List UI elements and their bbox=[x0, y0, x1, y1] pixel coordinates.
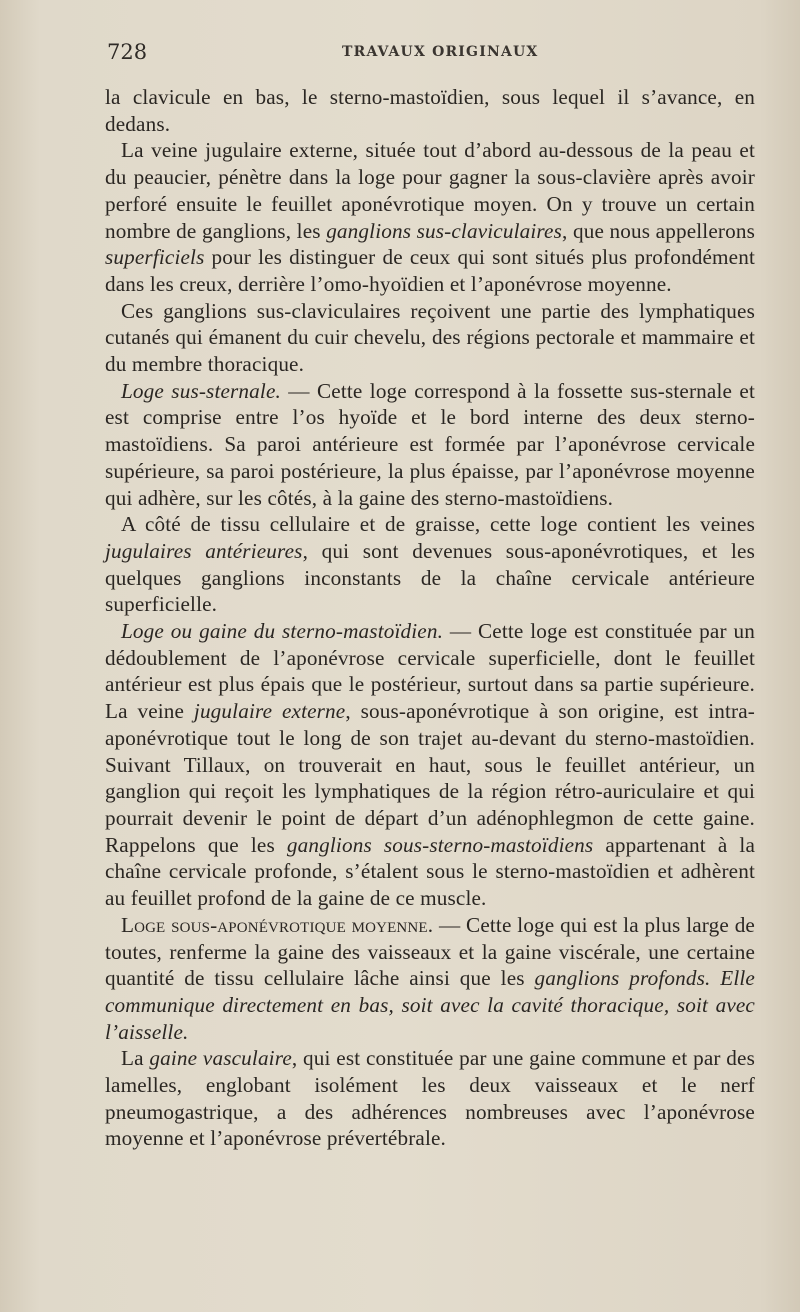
paragraph-continuation bbox=[105, 84, 755, 137]
text-run: — Cette loge correspond à la fossette sus-sternale et est comprise entre l’os hyoïde et le bord interne des deux sterno-mastoïdiens. Sa paroi antérieure est formée par l’aponévrose cervicale supérieure, sa paroi postérieure, la plus épaisse, par l’aponévrose moyenne qui adhère, sur les côtés, à la gaine des sterno-mastoïdiens. bbox=[105, 378, 755, 510]
italic-term: ganglions sous-sterno-mastoïdiens bbox=[286, 832, 594, 857]
page-number: 728 bbox=[107, 40, 148, 64]
paragraph-jugulaire-externe bbox=[105, 137, 755, 297]
running-head: TRAVAUX ORIGINAUX bbox=[342, 44, 539, 60]
italic-term: superficiels bbox=[105, 245, 205, 270]
italic-term: ganglions profonds. Elle communique directement en bas, soit avec la cavité thoracique, soit avec l’aisselle. bbox=[105, 966, 755, 1044]
italic-term: gaine vasculaire bbox=[149, 1046, 292, 1071]
text-run: La veine jugulaire externe, située tout d’abord au-dessous de la peau et du peaucier, pénètre dans la loge pour gagner la sous-clavière après avoir perforé ensuite le feuillet aponévrotique moyen. On y trouve un certain nombre de ganglions, les bbox=[105, 138, 755, 243]
paragraph-gaine-vasculaire bbox=[105, 1045, 755, 1152]
text-run: A côté de tissu cellulaire et de graisse, cette loge contient les veines bbox=[121, 512, 755, 537]
text-run: La bbox=[121, 1046, 150, 1071]
section-heading-italic: Loge sus-sternale. bbox=[121, 378, 281, 403]
paragraph-loge-sus-sternale bbox=[105, 378, 755, 512]
text-run: — Cette loge est constituée par un dédoublement de l’aponévrose cervicale superficielle, dont le feuillet antérieur est plus épais que le postérieur, surtout dans sa partie supérieure. La veine bbox=[105, 619, 755, 724]
text-run: — Cette loge qui est la plus large de toutes, renferme la gaine des vaisseaux et la gaine viscérale, une certaine quantité de tissu cellulaire lâche ainsi que les bbox=[105, 912, 755, 991]
text-run: la clavicule en bas, le sterno-mastoïdien, sous lequel il s’avance, en dedans. bbox=[105, 85, 755, 136]
paragraph-gaine-sterno-mastoidien bbox=[105, 618, 755, 912]
section-heading-italic: Loge ou gaine du sterno-mastoïdien. bbox=[121, 619, 444, 644]
italic-term: ganglions sus-claviculaires bbox=[326, 218, 562, 243]
text-run: appartenant à la chaîne cervicale profonde, s’étalent sous le sterno-mastoïdien et adhèrent au feuillet profond de la gaine de ce muscle. bbox=[105, 832, 755, 911]
italic-term: jugulaire externe bbox=[193, 699, 346, 724]
paragraph-loge-sous-aponevrotique bbox=[105, 912, 755, 1046]
text-run: , que nous appellerons bbox=[561, 218, 755, 243]
paragraph-ganglions bbox=[105, 298, 755, 378]
paragraph-tissu-cellulaire bbox=[105, 511, 755, 618]
section-heading-smallcaps: Loge sous-aponévrotique moyenne. bbox=[121, 912, 434, 937]
text-run: pour les distinguer de ceux qui sont situés plus profondément dans les creux, derrière l’omo-hyoïdien et l’aponévrose moyenne. bbox=[105, 245, 755, 296]
body-text bbox=[105, 84, 755, 1152]
text-run: , sous-aponévrotique à son origine, est intra-aponévrotique tout le long de son trajet au-devant du sterno-mastoïdien. Suivant Tillaux, on trouverait en haut, sous le feuillet antérieur, un ganglion qui reçoit les lymphatiques de la région rétro-auriculaire et qui pourrait devenir le point de départ d’un adénophlegmon de cette gaine. Rappelons que les bbox=[105, 699, 755, 857]
text-run: Ces ganglions sus-claviculaires reçoivent une partie des lymphatiques cutanés qui émanent du cuir chevelu, des régions pectorale et mammaire et du membre thoracique. bbox=[105, 298, 755, 377]
text-run: , qui est constituée par une gaine commune et par des lamelles, englobant isolément les deux vaisseaux et le nerf pneumogastrique, a des adhérences nombreuses avec l’aponévrose moyenne et l’aponévrose prévertébrale. bbox=[105, 1046, 755, 1151]
italic-term: jugulaires antérieures bbox=[105, 538, 303, 563]
text-run: , qui sont devenues sous-aponévrotiques, et les quelques ganglions inconstants de la chaîne cervicale antérieure superficielle. bbox=[105, 538, 755, 617]
page-header bbox=[107, 40, 757, 68]
